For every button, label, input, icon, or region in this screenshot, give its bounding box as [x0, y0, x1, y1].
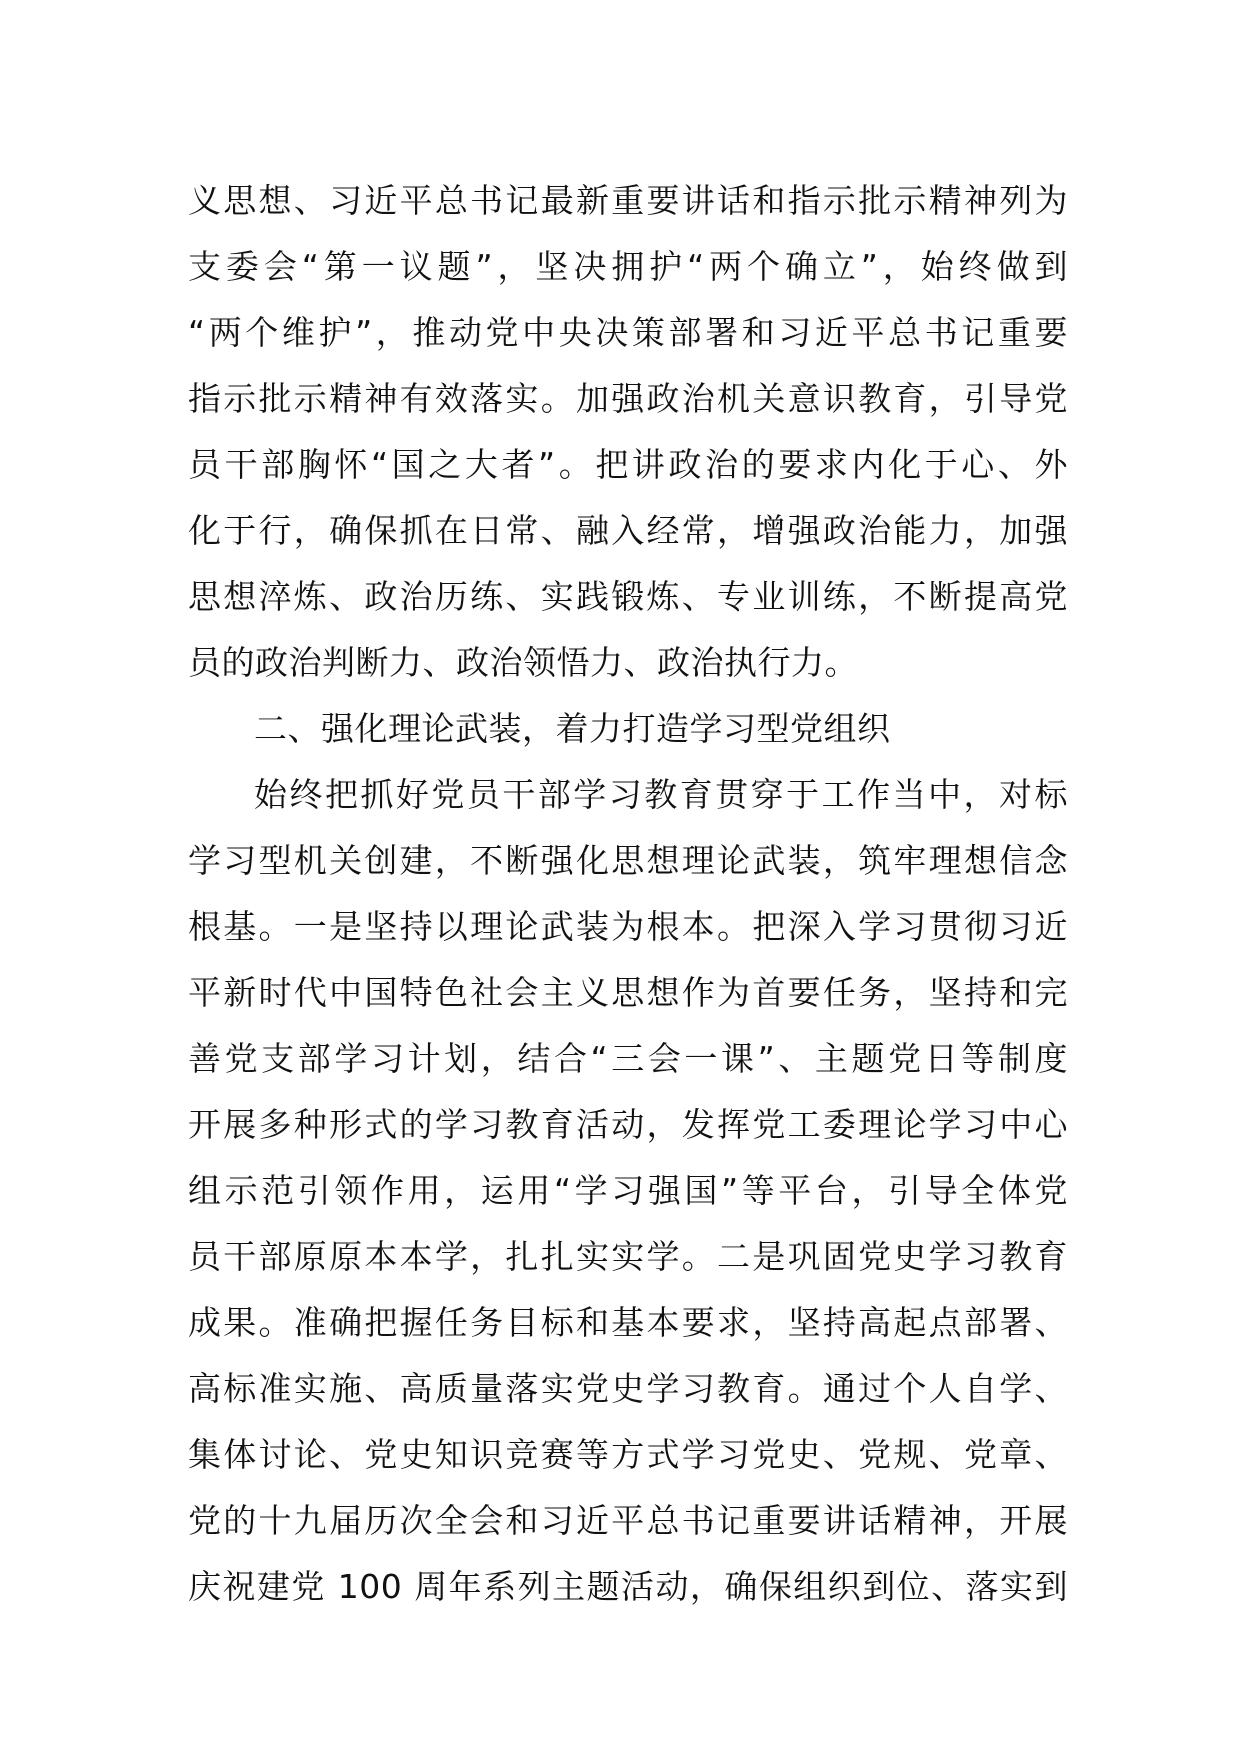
paragraph-last-line: 员的政治判断力、政治领悟力、政治执行力。	[188, 643, 858, 682]
text-line: 学习型机关创建，不断强化思想理论武装，筑牢理想信念	[188, 841, 1068, 880]
text-line: 义思想、习近平总书记最新重要讲话和指示批示精神列为	[188, 181, 1068, 220]
paragraph-first-line: 始终把抓好党员干部学习教育贯穿于工作当中，对标	[254, 775, 1068, 814]
text-line: 根基。一是坚持以理论武装为根本。把深入学习贯彻习近	[188, 907, 1068, 946]
text-line: 思想淬炼、政治历练、实践锻炼、专业训练，不断提高党	[188, 577, 1068, 616]
section-heading: 二、强化理论武装，着力打造学习型党组织	[254, 709, 891, 748]
text-line: 员干部胸怀“国之大者”。把讲政治的要求内化于心、外	[188, 445, 1068, 484]
document-body	[188, 168, 1068, 1620]
text-line: 庆祝建党 100 周年系列主题活动，确保组织到位、落实到	[188, 1567, 1068, 1606]
text-line: 高标准实施、高质量落实党史学习教育。通过个人自学、	[188, 1369, 1068, 1408]
text-line: 善党支部学习计划，结合“三会一课”、主题党日等制度	[188, 1039, 1068, 1078]
text-line: 化于行，确保抓在日常、融入经常，增强政治能力，加强	[188, 511, 1068, 550]
text-line: 成果。准确把握任务目标和基本要求，坚持高起点部署、	[188, 1303, 1068, 1342]
text-line: 平新时代中国特色社会主义思想作为首要任务，坚持和完	[188, 973, 1068, 1012]
text-line: 员干部原原本本学，扎扎实实学。二是巩固党史学习教育	[188, 1237, 1068, 1276]
text-line: 组示范引领作用，运用“学习强国”等平台，引导全体党	[188, 1171, 1068, 1210]
text-line: 集体讨论、党史知识竞赛等方式学习党史、党规、党章、	[188, 1435, 1068, 1474]
text-line: 开展多种形式的学习教育活动，发挥党工委理论学习中心	[188, 1105, 1068, 1144]
text-line: 支委会“第一议题”，坚决拥护“两个确立”，始终做到	[188, 247, 1068, 286]
text-line: 指示批示精神有效落实。加强政治机关意识教育，引导党	[188, 379, 1068, 418]
text-line: 党的十九届历次全会和习近平总书记重要讲话精神，开展	[188, 1501, 1068, 1540]
text-line: “两个维护”，推动党中央决策部署和习近平总书记重要	[188, 313, 1068, 352]
